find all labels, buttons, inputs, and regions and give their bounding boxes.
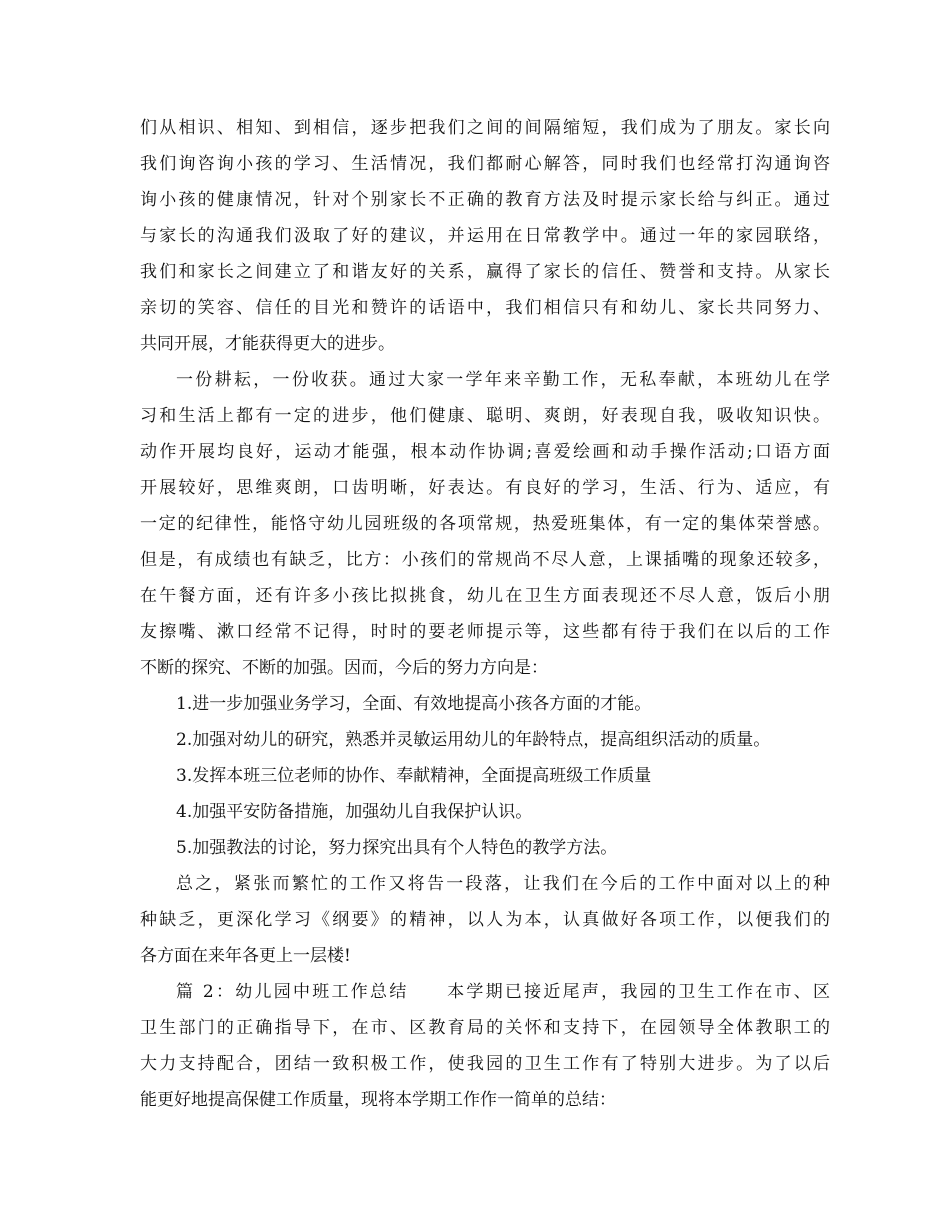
text-line: 我们和家长之间建立了和谐友好的关系，赢得了家长的信任、赞誉和支持。从家长 — [140, 262, 830, 282]
text-line: 在午餐方面，还有许多小孩比拟挑食，幼儿在卫生方面表现还不尽人意，饭后小朋 — [140, 586, 830, 606]
text-line: 各方面在来年各更上一层楼! — [140, 946, 351, 966]
text-line: 大力支持配合，团结一致积极工作，使我园的卫生工作有了特别大进步。为了以后 — [140, 1054, 830, 1074]
paragraph-achievements — [140, 362, 830, 686]
text-line: 共同开展，才能获得更大的进步。 — [140, 334, 395, 354]
text-line: 友擦嘴、漱口经常不记得，时时的要老师提示等，这些都有待于我们在以后的工作 — [140, 622, 830, 642]
text-line: 与家长的沟通我们汲取了好的建议，并运用在日常教学中。通过一年的家园联络， — [140, 226, 830, 246]
text-line: 能更好地提高保健工作质量，现将本学期工作作一简单的总结： — [140, 1090, 616, 1110]
list-item: 5.加强教法的讨论，努力探究出具有个人特色的教学方法。 — [176, 838, 618, 858]
text-line: 但是，有成绩也有缺乏，比方：小孩们的常规尚不尽人意，上课插嘴的现象还较多， — [140, 550, 830, 570]
text-line: 们从相识、相知、到相信，逐步把我们之间的间隔缩短，我们成为了朋友。家长向 — [140, 118, 830, 138]
list-item: 3.发挥本班三位老师的协作、奉献精神，全面提高班级工作质量 — [176, 766, 652, 786]
text-line: 亲切的笑容、信任的目光和赞许的话语中，我们相信只有和幼儿、家长共同努力、 — [140, 298, 830, 318]
text-line: 习和生活上都有一定的进步，他们健康、聪明、爽朗，好表现自我，吸收知识快。 — [140, 406, 830, 426]
text-line: 卫生部门的正确指导下，在市、区教育局的关怀和支持下，在园领导全体教职工的 — [140, 1018, 830, 1038]
improvement-list — [140, 686, 830, 866]
paragraph-home-school-communication — [140, 110, 830, 362]
paragraph-part-two — [140, 974, 830, 1118]
list-item: 4.加强平安防备措施，加强幼儿自我保护认识。 — [176, 802, 533, 822]
text-line: 动作开展均良好，运动才能强，根本动作协调;喜爱绘画和动手操作活动;口语方面 — [140, 442, 830, 462]
text-line: 一定的纪律性，能恪守幼儿园班级的各项常规，热爱班集体，有一定的集体荣誉感。 — [140, 514, 830, 534]
text-line: 种缺乏，更深化学习《纲要》的精神，以人为本，认真做好各项工作，以便我们的 — [140, 910, 830, 930]
document-body — [140, 110, 830, 1118]
paragraph-conclusion — [140, 866, 830, 974]
list-item: 2.加强对幼儿的研究，熟悉并灵敏运用幼儿的年龄特点，提高组织活动的质量。 — [176, 730, 771, 750]
text-line: 我们询咨询小孩的学习、生活情况，我们都耐心解答，同时我们也经常打沟通询咨 — [140, 154, 830, 174]
text-line: 一份耕耘，一份收获。通过大家一学年来辛勤工作，无私奉献，本班幼儿在学 — [176, 370, 830, 390]
text-line: 不断的探究、不断的加强。因而，今后的努力方向是： — [140, 658, 548, 678]
text-line: 询小孩的健康情况，针对个别家长不正确的教育方法及时提示家长给与纠正。通过 — [140, 190, 830, 210]
list-item: 1.进一步加强业务学习，全面、有效地提高小孩各方面的才能。 — [176, 694, 652, 714]
text-line: 开展较好，思维爽朗，口齿明晰，好表达。有良好的学习，生活、行为、适应，有 — [140, 478, 830, 498]
text-line: 篇 2：幼儿园中班工作总结 本学期已接近尾声，我园的卫生工作在市、区 — [176, 982, 830, 1002]
text-line: 总之，紧张而繁忙的工作又将告一段落，让我们在今后的工作中面对以上的种 — [176, 874, 830, 894]
